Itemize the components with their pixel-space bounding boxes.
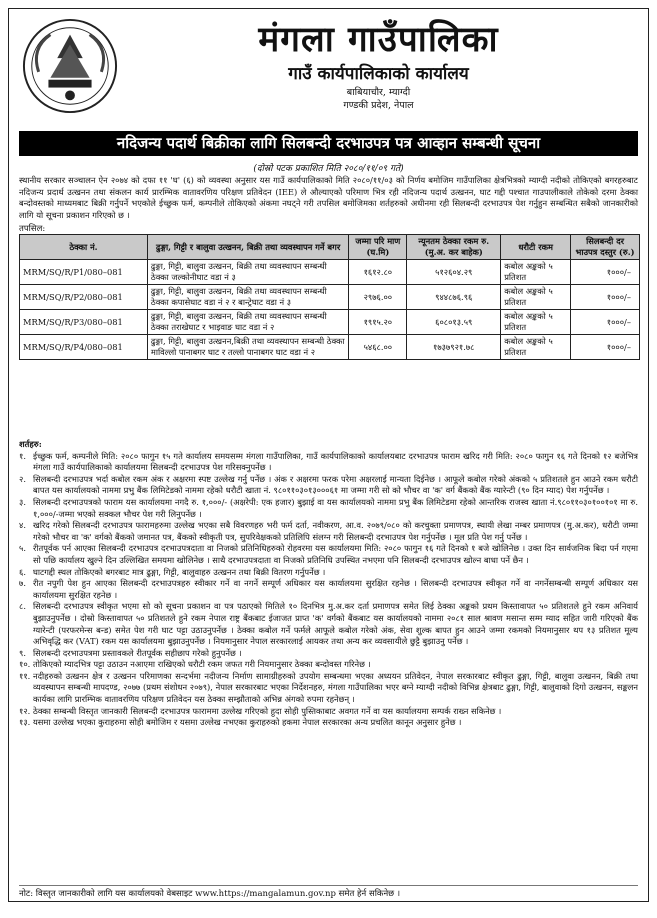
contract-amount: १७३७९२१.७८	[407, 335, 501, 360]
term-number: १३.	[19, 717, 31, 728]
term-item	[19, 520, 638, 543]
contract-fee: १०००/–	[571, 335, 640, 360]
contract-site: ढुङ्गा, गिट्टी, बालुवा उत्खनन, बिक्री तथा व्यवस्थापन सम्बन्धी ठेक्का जल्कोनीघाट वडा नं ३	[147, 260, 349, 285]
term-item	[19, 717, 638, 729]
term-number: १.	[19, 450, 26, 461]
term-number: ८.	[19, 601, 26, 612]
term-text: रीतपूर्वक पर्न आएका सिलबन्दी दरभाउपत्र दरभाउपत्रदाता वा निजको प्रतिनिधिहरुको रोहवरमा यस कार्यालयमा मिति: २०८० फागुन १६ गते दिनको १ बजे खोलिनेछ । उक्त दिन सार्वजनिक बिदा पर्न गएमा सो पछि कार्यालय खुल्ने दिन उल्लिखित समयमा खोलिनेछ । साथै दरभाउपत्रदाता वा निजको प्रतिनिधि उपस्थित नभएमा पनि सिलबन्दी दरभाउपत्र खोल्न बाधा पर्ने छैन ।	[33, 543, 638, 565]
header-contract-no: ठेक्का नं.	[20, 235, 148, 260]
contract-amount: ६०८०१३.५९	[407, 310, 501, 335]
term-text: सिलबन्दी दरभाउपत्रको फाराम यस कार्यालयमा नगदै रु. १,०००/- (अक्षरेपी: एक हजार) बुझाई वा यस कार्यालयको नाममा प्रभु बैंक लिमिटेडमा रहेको आन्तरिक राजस्व खाता नं.९८०११०३०१००१०१ मा रु. १,०००/-जम्मा भएको सक्कल भौचर पेश गरी लिनुपर्नेछ ।	[33, 496, 638, 519]
province-name: गण्डकी प्रदेश, नेपाल	[343, 100, 414, 111]
term-number: ११.	[19, 670, 31, 681]
term-number: ३.	[19, 496, 26, 507]
term-item	[19, 543, 638, 566]
municipality-name: मंगला गाउँपालिका	[258, 19, 499, 60]
contract-table	[19, 234, 640, 360]
contract-quantity: १६१२.८०	[349, 260, 407, 285]
header-fee: सिलबन्दी दर भाउपत्र दस्तुर (रु.)	[571, 235, 640, 260]
contract-fee: १०००/–	[571, 285, 640, 310]
contract-no: MRM/SQ/R/P4/080–081	[20, 335, 148, 360]
publication-date-note: (दोस्रो पटक प्रकाशित मिति २०८०/११/०९ गते)	[253, 164, 404, 174]
header-site: ढुङ्गा, गिट्टी र बालुवा उत्खनन, बिक्री तथा व्यवस्थापन गर्ने बगर	[147, 235, 349, 260]
term-item	[19, 648, 638, 660]
term-item	[19, 659, 638, 671]
contract-quantity: १९१५.२०	[349, 310, 407, 335]
term-text: सिलबन्दी दरभाउपत्र भर्दा कबोल रकम अंक र अक्षरमा स्पष्ट उल्लेख गर्नु पर्नेछ । अंक र अक्षरमा फरक परेमा अक्षरलाई मान्यता दिईनेछ । आफूले कबोल गरेको अंकको ५ प्रतिशतले हुन आउने रकम धरौटी बापत यस कार्यालयको नाममा प्रभु बैंक लिमिटेडको नाममा रहेको धरौटी खाता नं. ९८०११०३०१३०००६१ मा जम्मा गरी सो को भौचर वा 'क' वर्ग बैंकको बैंक ग्यारेन्टी (९० दिन म्याद) पेश गर्नुपर्नेछ ।	[33, 473, 638, 496]
contract-amount: ५१२६०४.२९	[407, 260, 501, 285]
term-text: यसमा उल्लेख भएका कुराहरुमा सोही बमोजिम र यसमा उल्लेख नभएका कुराहरुको हकमा नेपाल सरकारका अन्य प्रचलित कानून अनुसार हुनेछ ।	[33, 717, 462, 728]
contract-site: ढुङ्गा, गिट्टी, बालुवा उत्खनन, बिक्री तथा व्यवस्थापन सम्बन्धी ठेक्का कपासेघाट वडा नं २ र बान्ट्रेघाट वडा नं ३	[147, 285, 349, 310]
term-text: घाटगद्दी स्थल तोकिएको बगरबाट मात्र ढुङ्गा, गिट्टी, बालुवाहरु उत्खनन तथा बिक्री वितरण गर्नुपर्नेछ ।	[33, 566, 326, 577]
table-row	[20, 260, 640, 285]
office-name: गाउँ कार्यपालिकाको कार्यालय	[288, 64, 469, 84]
header-min-amount: न्यूनतम ठेक्का रकम रु.(मु.अ. कर बाहेक)	[407, 235, 501, 260]
term-item	[19, 706, 638, 718]
contract-no: MRM/SQ/R/P1/080–081	[20, 260, 148, 285]
notice-page	[8, 8, 649, 902]
contract-amount: ९४४८७६.९६	[407, 285, 501, 310]
term-item	[19, 567, 638, 579]
term-text: खरिद गरेको सिलबन्दी दरभाउपत्र फारामहरुमा उल्लेख भएका सबै विवरणहरु भरी फर्म दर्ता, नवीकरण, आ.व. २०७९/०८० को करचुक्ता प्रमाणपत्र, स्थायी लेखा नम्बर प्रमाणपत्र (मु.अ.कर), धरौटी जम्मा गरेको भौचर वा 'क' वर्गको बैंकको जमानत पत्र, बैंकको स्वीकृती पत्र, सुपरिवेक्षकको प्रतिलिपि संलग्न गरी सिलबन्दी दरभाउपत्र पेश गर्नुपर्नेछ । मूल प्रति पेश गर्नु पर्नेछ ।	[33, 520, 638, 542]
term-item	[19, 474, 638, 497]
municipality-emblem-icon	[21, 17, 119, 115]
term-text: तोकिएको म्यादभित्र पट्टा उठाउन नआएमा राखिएको धरौटी रकम जफत गरी नियमानुसार ठेक्का बन्दोवस्त गरिनेछ ।	[33, 659, 371, 670]
contract-quantity: २९७६.००	[349, 285, 407, 310]
term-number: ७.	[19, 578, 26, 589]
term-number: २.	[19, 473, 26, 484]
footer-note: नोट: विस्तृत जानकारीको लागि यस कार्यालयको वेबसाइट www.https://mangalamun.gov.np समेत हेर्न सकिनेछ ।	[19, 885, 638, 899]
contract-quantity: ५४६८.००	[349, 335, 407, 360]
header-deposit: धरौटी रकम	[501, 235, 571, 260]
term-text: सिलबन्दी दरभाउपत्रमा प्रस्तावकले रीतपूर्वक सहीछाप गरेको हुनुपर्नेछ ।	[33, 647, 242, 658]
contract-site: ढुङ्गा, गिट्टी, बालुवा उत्खनन,बिक्री तथा व्यवस्थापन सम्बन्धी ठेक्का माविल्लो पानाबगर घाट र तल्लो पानाबगर घाट वडा नं २	[147, 335, 349, 360]
term-text: सिलबन्दी दरभाउपत्र स्वीकृत भएमा सो को सूचना प्रकाशन वा पत्र पठाएको मितिले १० दिनभित्र मु.अ.कर दर्ता प्रमाणपत्र समेत लिई ठेक्का अङ्कको प्रथम किस्तावापत ५० प्रतिशतले हुने रकम अनिवार्य बुझाउनुपर्नेछ । दोस्रो किस्तावापत ५० प्रतिशतले हुने रकम नेपाल राष्ट्र बैंकबाट ईजाजत प्राप्त 'क' वर्गको बैंकबाट यस कार्यालयको नाममा २०८१ साल श्रावण मसान्त सम्म म्याद सहित जारी गरिएको बैंक ग्यारेन्टी (परफरमेन्स बन्ड) समेत पेश गरी घाट पट्टा उठाउनुपर्नेछ । ठेक्का कबोल गर्ने फर्मले आफूले कबोल गरेको अंक, सेवा शुल्क बापत हुन आउने जम्मा रकमको नियमानुसार थप १३ प्रतिशत मूल्य अभिवृद्धि कर (VAT) रकम यस कार्यालयमा बुझाउनुपर्नेछ । नियमानुसार नेपाल सरकारलाई आयकर तथा अन्य कर व्यवसायीले छुट्टै बुझाउनु पर्नेछ ।	[33, 601, 638, 647]
contract-deposit: कबोल अङ्कको ५ प्रतिशत	[501, 310, 571, 335]
contract-fee: १०००/–	[571, 310, 640, 335]
contract-site: ढुङ्गा, गिट्टी, बालुवा उत्खनन, बिक्री तथा व्यवस्थापन सम्बन्धी ठेक्का तराखेघाट र भाइवाङ घाट वडा नं २	[147, 310, 349, 335]
header-quantity: जम्मा परि माण (घ.मि)	[349, 235, 407, 260]
tapsil-label: तपसिल:	[19, 224, 46, 234]
term-item	[19, 451, 638, 474]
contract-fee: १०००/–	[571, 260, 640, 285]
term-number: १०.	[19, 659, 31, 670]
table-row	[20, 285, 640, 310]
contract-deposit: कबोल अङ्कको ५ प्रतिशत	[501, 335, 571, 360]
term-number: ४.	[19, 520, 26, 531]
table-header-row	[20, 235, 640, 260]
table-row	[20, 310, 640, 335]
term-item	[19, 601, 638, 647]
terms-section	[19, 439, 638, 729]
term-text: रीत नपुगी पेश हुन आएका सिलबन्दी दरभाउपत्रहरु स्वीकार गर्ने वा नगर्ने सम्पूर्ण अधिकार यस कार्यालयमा सुरक्षित रहनेछ । सिलबन्दी दरभाउपत्र स्वीकृत गर्ने वा नगर्नेसम्बन्धी सम्पूर्ण अधिकार यस कार्यालयमा सुरक्षित रहनेछ ।	[33, 578, 638, 600]
office-address: बाबियाचौर, म्याग्दी	[346, 87, 411, 98]
intro-paragraph: स्थानीय सरकार सञ्चालन ऐन २०७४ को दफा ११ 'घ' (६) को व्यवस्था अनुसार यस गाउँ कार्यपालिकाको मिति २०८०/११/०३ को निर्णय बमोजिम गाउँपालिका क्षेत्रभित्रको म्याग्दी नदीको तोकिएको बगरहरुबाट नदिजन्य प्रदार्थ उत्खनन तथा संकलन कार्य प्रारम्भिक वातावरणिय परिक्षण प्रतिवेदन (IEE) ले औल्याएको परिमाण भित्र रही नदिजन्य पदार्थ उत्खनन, घाट गद्दी पश्चात गाउपालीकाले तोकेको दरमा ठेक्का बन्दोवस्तको माध्यमबाट बिक्री गर्नुपर्ने भएकोले ईच्छुक फर्म, कम्पनीले तोकिएको अंकमा नघट्ने गरी तपसिल बमोजिमका शर्तहरुको अधीनमा रही सिलबन्दी दरभाउपत्र पेश गर्नुहुन सम्बन्धित सबैको जानकारीको लागि यो सूचना प्रकाशन गरिएको छ ।	[19, 175, 638, 220]
terms-heading: शर्तहरु:	[19, 439, 42, 449]
term-number: १२.	[19, 705, 31, 716]
term-item	[19, 671, 638, 706]
term-number: ६.	[19, 566, 26, 577]
contract-no: MRM/SQ/R/P2/080–081	[20, 285, 148, 310]
term-number: ५.	[19, 543, 26, 554]
term-number: ९.	[19, 647, 26, 658]
term-text: नदीहरुको उत्खनन क्षेत्र र उत्खनन परिमाणका सन्दर्भमा नदीजन्य निर्माण सामाग्रीहरुको उपयोग सम्बन्धमा भएका अध्ययन प्रतिवेदन, नेपाल सरकारबाट स्वीकृत ढुङ्गा, गिट्टी, बालुवा उत्खनन, बिक्री तथा व्यवस्थापन सम्बन्धी मापदण्ड, २०७७ (प्रथम संशोधन २०७९), नेपाल सरकारबाट भएका निर्देशनहरु, मंगला गाउँपालिका भएर बग्ने म्याग्दी नदीको विभिन्न क्षेत्रबाट ढुङ्गा, गिट्टी, बालुवाको दिगो उत्खनन, सङ्कलन कार्यका लागि प्रारम्भिक वातावरणिय परिक्षण प्रतिवेदन यस ठेक्का सम्झौताको अभिन्न अंगको रुपमा रहनेछन् ।	[33, 670, 638, 705]
table-row	[20, 335, 640, 360]
contract-deposit: कबोल अङ्कको ५ प्रतिशत	[501, 285, 571, 310]
term-item	[19, 497, 638, 520]
contract-no: MRM/SQ/R/P3/080–081	[20, 310, 148, 335]
contract-deposit: कबोल अङ्कको ५ प्रतिशत	[501, 260, 571, 285]
term-text: ईच्छुक फर्म, कम्पनीले मिति: २०८० फागुन १५ गते कार्यालय समयसम्म मंगला गाउँपालिका, गाउँ कार्यपालिकाको कार्यालयबाट दरभाउपत्र फाराम खरिद गरी मिति: २०८० फागुन १६ गते दिनको १२ बजेभित्र मंगला गाउँ कार्यपालिकाको कार्यालयमा सिलबन्दी दरभाउपत्र पेश गरिसक्नुपर्नेछ ।	[33, 450, 638, 473]
notice-title: नदिजन्य पदार्थ बिक्रीका लागि सिलबन्दी दरभाउपत्र पत्र आव्हान सम्बन्धी सूचना	[19, 131, 638, 156]
term-item	[19, 578, 638, 601]
term-text: ठेक्का सम्बन्धी विस्तृत जानकारी सिलबन्दी दरभाउपत्र फाराममा उल्लेख गरिएको हुदा सोही पुस्तिकाबाट अवगत गर्ने वा यस कार्यालयमा सम्पर्क राख्न सकिनेछ ।	[33, 705, 502, 716]
